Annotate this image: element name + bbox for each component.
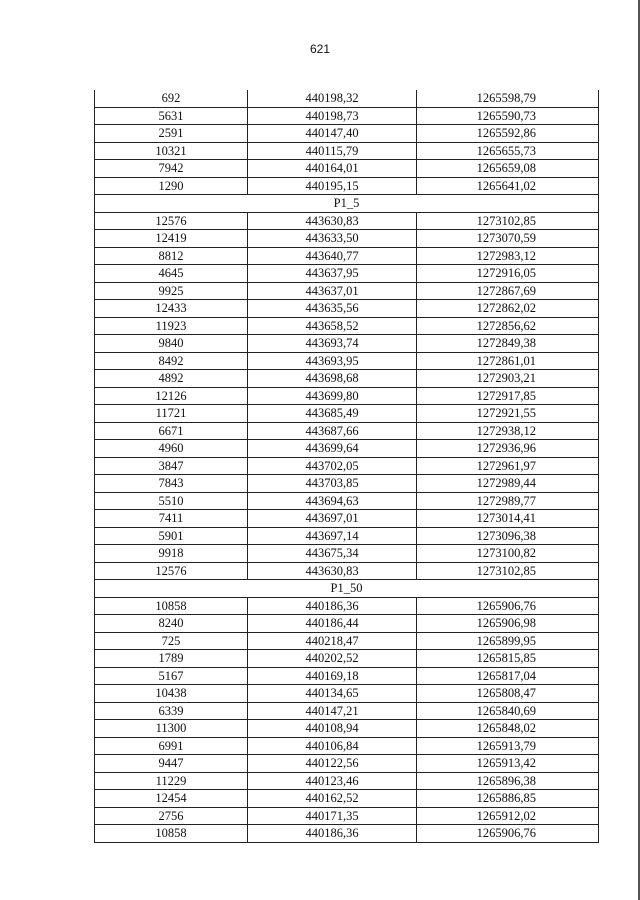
point-id-cell: 692: [95, 90, 248, 107]
y-coordinate-cell: 1265808,47: [417, 685, 599, 703]
x-coordinate-cell: 443697,01: [248, 510, 417, 528]
x-coordinate-cell: 440169,18: [248, 667, 417, 685]
y-coordinate-cell: 1272938,12: [417, 422, 599, 440]
point-id-cell: 12576: [95, 212, 248, 230]
point-id-cell: 725: [95, 632, 248, 650]
y-coordinate-cell: 1265840,69: [417, 702, 599, 720]
point-id-cell: 12433: [95, 300, 248, 318]
y-coordinate-cell: 1272989,77: [417, 492, 599, 510]
y-coordinate-cell: 1265655,73: [417, 142, 599, 160]
y-coordinate-cell: 1265913,42: [417, 755, 599, 773]
table-row: [95, 492, 599, 510]
point-id-cell: 5167: [95, 667, 248, 685]
point-id-cell: 5901: [95, 527, 248, 545]
page-number: 621: [309, 42, 331, 56]
point-id-cell: 2591: [95, 125, 248, 143]
table-row: [95, 597, 599, 615]
x-coordinate-cell: 443640,77: [248, 247, 417, 265]
point-id-cell: 10438: [95, 685, 248, 703]
x-coordinate-cell: 440122,56: [248, 755, 417, 773]
table-row: [95, 265, 599, 283]
x-coordinate-cell: 440195,15: [248, 177, 417, 195]
x-coordinate-cell: 440115,79: [248, 142, 417, 160]
table-row: [95, 300, 599, 318]
x-coordinate-cell: 440147,21: [248, 702, 417, 720]
y-coordinate-cell: 1273100,82: [417, 545, 599, 563]
point-id-cell: 1789: [95, 650, 248, 668]
y-coordinate-cell: 1265592,86: [417, 125, 599, 143]
table-row: [95, 107, 599, 125]
table-row: [95, 335, 599, 353]
x-coordinate-cell: 440108,94: [248, 720, 417, 738]
x-coordinate-cell: 443658,52: [248, 317, 417, 335]
table-row: [95, 90, 599, 107]
point-id-cell: 12454: [95, 790, 248, 808]
table-row: [95, 790, 599, 808]
table-row: [95, 387, 599, 405]
y-coordinate-cell: 1265886,85: [417, 790, 599, 808]
point-id-cell: 6671: [95, 422, 248, 440]
table-row: [95, 527, 599, 545]
x-coordinate-cell: 443699,80: [248, 387, 417, 405]
table-row: [95, 440, 599, 458]
x-coordinate-cell: 443693,95: [248, 352, 417, 370]
x-coordinate-cell: 440218,47: [248, 632, 417, 650]
coordinates-table-body: [95, 90, 599, 842]
table-row: [95, 510, 599, 528]
y-coordinate-cell: 1265913,79: [417, 737, 599, 755]
point-id-cell: 9840: [95, 335, 248, 353]
point-id-cell: 10858: [95, 597, 248, 615]
table-row: [95, 457, 599, 475]
point-id-cell: 5631: [95, 107, 248, 125]
table-row: [95, 160, 599, 178]
x-coordinate-cell: 440198,73: [248, 107, 417, 125]
y-coordinate-cell: 1272903,21: [417, 370, 599, 388]
section-header-row: [95, 580, 599, 598]
table-row: [95, 755, 599, 773]
point-id-cell: 7942: [95, 160, 248, 178]
point-id-cell: 9447: [95, 755, 248, 773]
point-id-cell: 9918: [95, 545, 248, 563]
table-row: [95, 702, 599, 720]
point-id-cell: 8240: [95, 615, 248, 633]
y-coordinate-cell: 1265906,76: [417, 825, 599, 843]
table-row: [95, 405, 599, 423]
x-coordinate-cell: 443635,56: [248, 300, 417, 318]
table-row: [95, 772, 599, 790]
x-coordinate-cell: 440147,40: [248, 125, 417, 143]
x-coordinate-cell: 443685,49: [248, 405, 417, 423]
y-coordinate-cell: 1272849,38: [417, 335, 599, 353]
x-coordinate-cell: 440198,32: [248, 90, 417, 107]
y-coordinate-cell: 1273014,41: [417, 510, 599, 528]
y-coordinate-cell: 1272989,44: [417, 475, 599, 493]
point-id-cell: 11300: [95, 720, 248, 738]
table-row: [95, 650, 599, 668]
y-coordinate-cell: 1265641,02: [417, 177, 599, 195]
x-coordinate-cell: 443698,68: [248, 370, 417, 388]
x-coordinate-cell: 443687,66: [248, 422, 417, 440]
x-coordinate-cell: 440186,44: [248, 615, 417, 633]
table-row: [95, 667, 599, 685]
y-coordinate-cell: 1265899,95: [417, 632, 599, 650]
x-coordinate-cell: 440186,36: [248, 597, 417, 615]
x-coordinate-cell: 443637,01: [248, 282, 417, 300]
y-coordinate-cell: 1272936,96: [417, 440, 599, 458]
point-id-cell: 10321: [95, 142, 248, 160]
y-coordinate-cell: 1265912,02: [417, 807, 599, 825]
section-title: P1_50: [95, 580, 599, 598]
x-coordinate-cell: 443703,85: [248, 475, 417, 493]
y-coordinate-cell: 1272961,97: [417, 457, 599, 475]
y-coordinate-cell: 1272862,02: [417, 300, 599, 318]
table-row: [95, 720, 599, 738]
y-coordinate-cell: 1265817,04: [417, 667, 599, 685]
x-coordinate-cell: 440164,01: [248, 160, 417, 178]
x-coordinate-cell: 443702,05: [248, 457, 417, 475]
table-row: [95, 317, 599, 335]
x-coordinate-cell: 443630,83: [248, 212, 417, 230]
point-id-cell: 4892: [95, 370, 248, 388]
point-id-cell: 7843: [95, 475, 248, 493]
y-coordinate-cell: 1265896,38: [417, 772, 599, 790]
point-id-cell: 10858: [95, 825, 248, 843]
table-row: [95, 142, 599, 160]
x-coordinate-cell: 440171,35: [248, 807, 417, 825]
x-coordinate-cell: 443633,50: [248, 230, 417, 248]
y-coordinate-cell: 1265598,79: [417, 90, 599, 107]
y-coordinate-cell: 1273102,85: [417, 212, 599, 230]
point-id-cell: 8812: [95, 247, 248, 265]
x-coordinate-cell: 443637,95: [248, 265, 417, 283]
point-id-cell: 3847: [95, 457, 248, 475]
x-coordinate-cell: 443693,74: [248, 335, 417, 353]
table-row: [95, 632, 599, 650]
y-coordinate-cell: 1273096,38: [417, 527, 599, 545]
y-coordinate-cell: 1265848,02: [417, 720, 599, 738]
y-coordinate-cell: 1273070,59: [417, 230, 599, 248]
table-row: [95, 615, 599, 633]
point-id-cell: 2756: [95, 807, 248, 825]
point-id-cell: 6339: [95, 702, 248, 720]
x-coordinate-cell: 443697,14: [248, 527, 417, 545]
point-id-cell: 8492: [95, 352, 248, 370]
y-coordinate-cell: 1265659,08: [417, 160, 599, 178]
x-coordinate-cell: 440162,52: [248, 790, 417, 808]
point-id-cell: 11229: [95, 772, 248, 790]
y-coordinate-cell: 1272861,01: [417, 352, 599, 370]
point-id-cell: 5510: [95, 492, 248, 510]
table-row: [95, 545, 599, 563]
point-id-cell: 7411: [95, 510, 248, 528]
table-row: [95, 562, 599, 580]
y-coordinate-cell: 1272856,62: [417, 317, 599, 335]
table-row: [95, 370, 599, 388]
coordinates-table: [94, 90, 599, 843]
y-coordinate-cell: 1273102,85: [417, 562, 599, 580]
point-id-cell: 11923: [95, 317, 248, 335]
x-coordinate-cell: 443675,34: [248, 545, 417, 563]
table-row: [95, 352, 599, 370]
table-row: [95, 247, 599, 265]
table-row: [95, 212, 599, 230]
table-row: [95, 177, 599, 195]
point-id-cell: 12576: [95, 562, 248, 580]
y-coordinate-cell: 1272867,69: [417, 282, 599, 300]
table-row: [95, 825, 599, 843]
y-coordinate-cell: 1272921,55: [417, 405, 599, 423]
point-id-cell: 9925: [95, 282, 248, 300]
table-row: [95, 475, 599, 493]
table-row: [95, 125, 599, 143]
x-coordinate-cell: 440186,36: [248, 825, 417, 843]
section-header-row: [95, 195, 599, 213]
y-coordinate-cell: 1265590,73: [417, 107, 599, 125]
point-id-cell: 11721: [95, 405, 248, 423]
x-coordinate-cell: 440134,65: [248, 685, 417, 703]
y-coordinate-cell: 1265906,98: [417, 615, 599, 633]
table-row: [95, 282, 599, 300]
section-title: P1_5: [95, 195, 599, 213]
point-id-cell: 12126: [95, 387, 248, 405]
table-row: [95, 807, 599, 825]
table-row: [95, 422, 599, 440]
y-coordinate-cell: 1265906,76: [417, 597, 599, 615]
point-id-cell: 1290: [95, 177, 248, 195]
table-row: [95, 685, 599, 703]
point-id-cell: 4645: [95, 265, 248, 283]
x-coordinate-cell: 440106,84: [248, 737, 417, 755]
table-row: [95, 737, 599, 755]
y-coordinate-cell: 1265815,85: [417, 650, 599, 668]
point-id-cell: 4960: [95, 440, 248, 458]
x-coordinate-cell: 443694,63: [248, 492, 417, 510]
x-coordinate-cell: 443699,64: [248, 440, 417, 458]
point-id-cell: 12419: [95, 230, 248, 248]
x-coordinate-cell: 440123,46: [248, 772, 417, 790]
y-coordinate-cell: 1272983,12: [417, 247, 599, 265]
x-coordinate-cell: 443630,83: [248, 562, 417, 580]
y-coordinate-cell: 1272917,85: [417, 387, 599, 405]
point-id-cell: 6991: [95, 737, 248, 755]
x-coordinate-cell: 440202,52: [248, 650, 417, 668]
table-row: [95, 230, 599, 248]
y-coordinate-cell: 1272916,05: [417, 265, 599, 283]
